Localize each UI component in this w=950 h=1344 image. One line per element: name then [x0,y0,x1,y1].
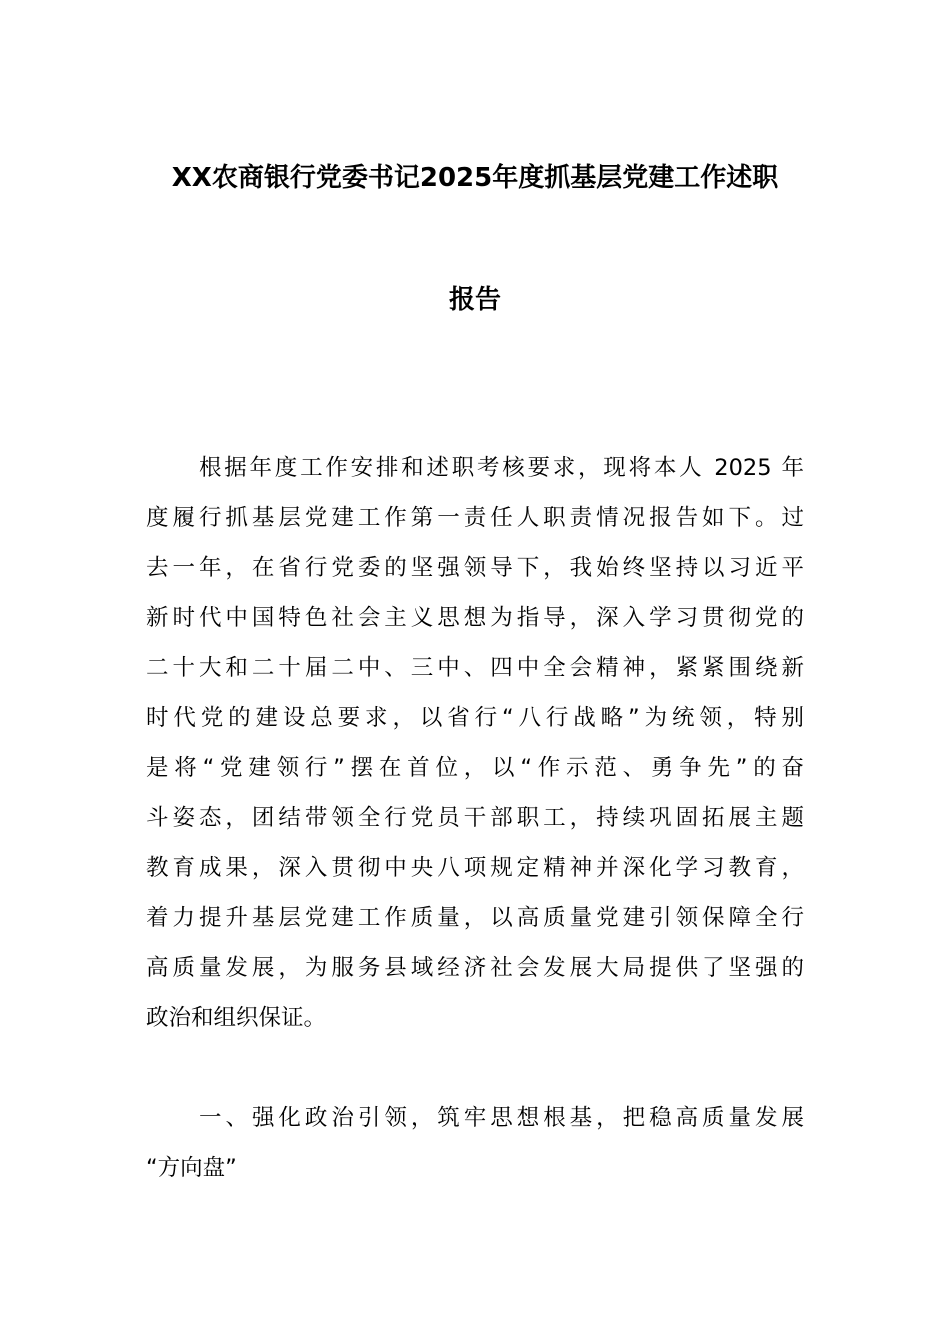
paragraph-line: 去一年，在省行党委的坚强领导下，我始终坚持以习近平 [146,555,804,581]
paragraph-line: 时代党的建设总要求，以省行“八行战略”为统领，特别 [146,705,804,731]
paragraph-line: 度履行抓基层党建工作第一责任人职责情况报告如下。过 [146,505,804,531]
paragraph-line: 斗姿态，团结带领全行党员干部职工，持续巩固拓展主题 [146,805,804,831]
paragraph-line: 是将“党建领行”摆在首位，以“作示范、勇争先”的奋 [146,755,804,781]
section-heading-line: “方向盘” [146,1155,237,1181]
paragraph-line: 高质量发展，为服务县域经济社会发展大局提供了坚强的 [146,955,804,981]
document-title-line-2: 报告 [448,285,501,315]
paragraph-line: 教育成果，深入贯彻中央八项规定精神并深化学习教育， [146,855,804,881]
section-heading-line: 一、强化政治引领，筑牢思想根基，把稳高质量发展 [199,1105,804,1131]
paragraph-line: 着力提升基层党建工作质量，以高质量党建引领保障全行 [146,905,804,931]
paragraph-line: 根据年度工作安排和述职考核要求，现将本人 2025 年 [199,455,804,481]
paragraph-line: 政治和组织保证。 [146,1005,327,1031]
paragraph-line: 新时代中国特色社会主义思想为指导，深入学习贯彻党的 [146,605,804,631]
document-title-line-1: XX农商银行党委书记2025年度抓基层党建工作述职 [171,163,779,193]
paragraph-line: 二十大和二十届二中、三中、四中全会精神，紧紧围绕新 [146,655,804,681]
